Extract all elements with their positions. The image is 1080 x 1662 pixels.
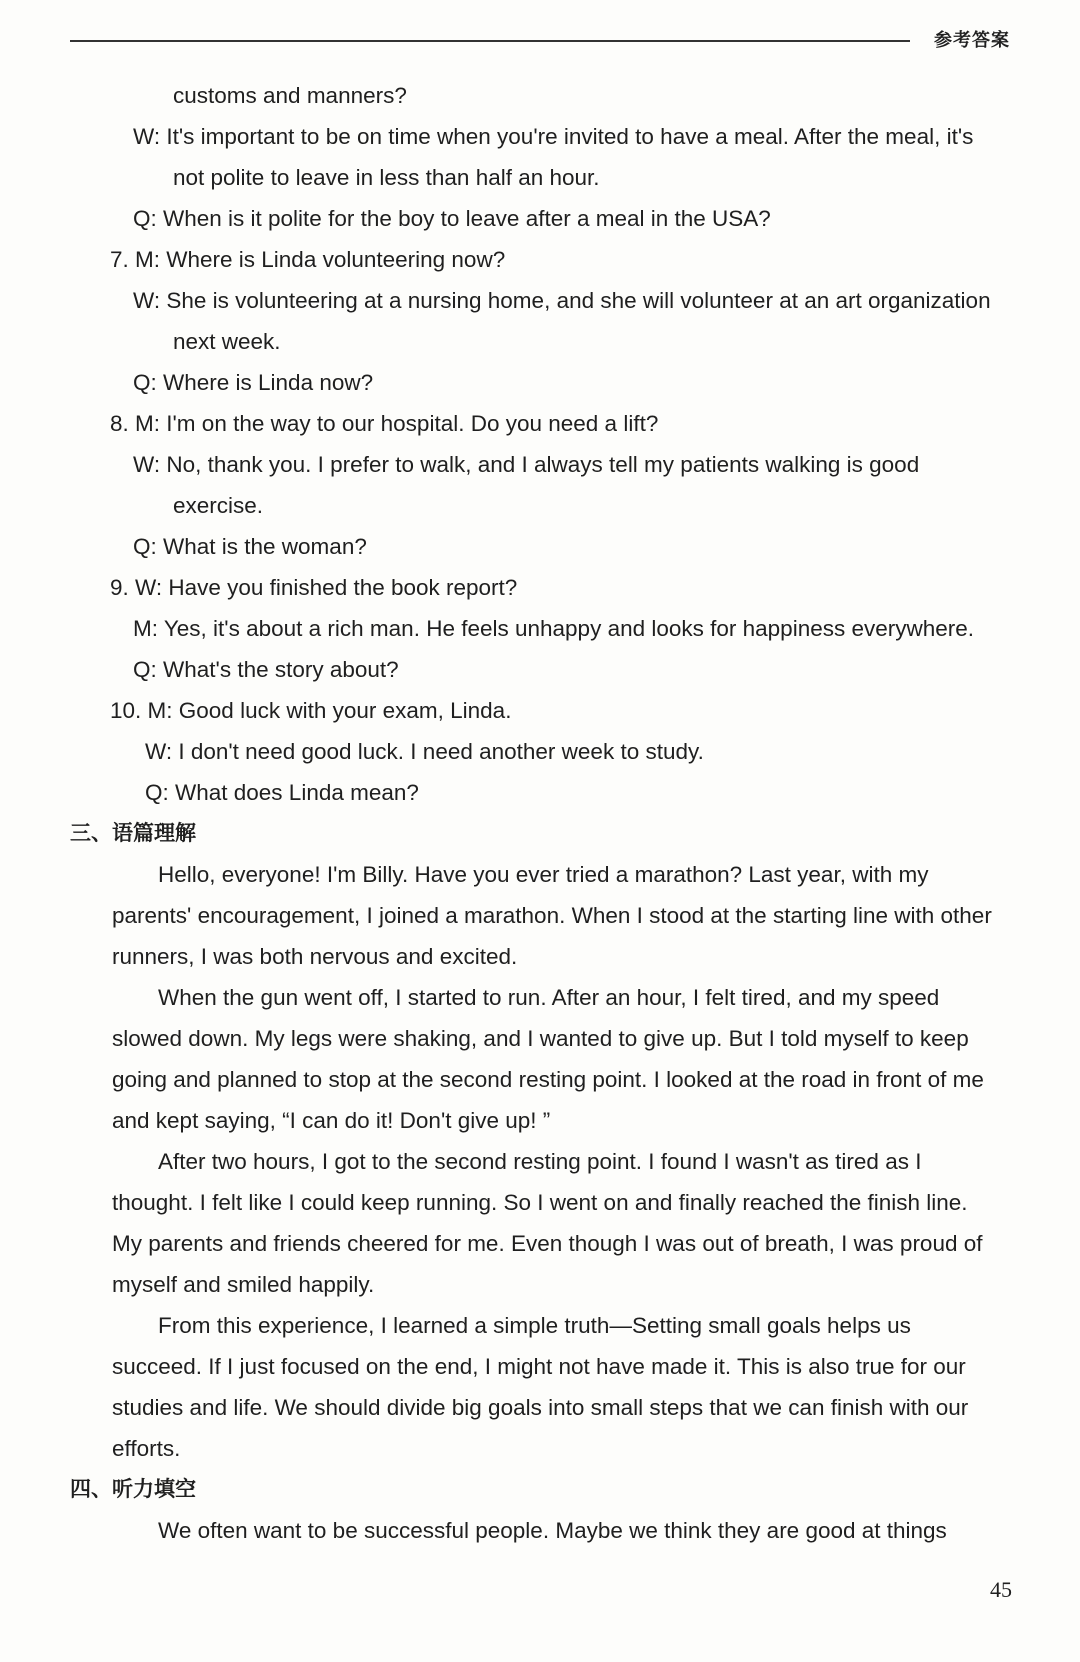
dialogue-line: 8. M: I'm on the way to our hospital. Do you need a lift? — [110, 411, 659, 436]
dialogue-line: 7. M: Where is Linda volunteering now? — [110, 247, 506, 272]
page-content — [0, 75, 1080, 1551]
paragraph-line: My parents and friends cheered for me. Even though I was out of breath, I was proud of — [112, 1231, 983, 1256]
dialogue-line: 10. M: Good luck with your exam, Linda. — [110, 698, 512, 723]
paragraph-line: Hello, everyone! I'm Billy. Have you ever tried a marathon? Last year, with my — [158, 862, 929, 887]
paragraph — [112, 854, 1012, 977]
paragraph-line: succeed. If I just focused on the end, I might not have made it. This is also true for our — [112, 1354, 966, 1379]
dialogue-line: W: No, thank you. I prefer to walk, and I always tell my patients walking is good — [133, 452, 920, 477]
paragraph — [112, 1510, 1012, 1551]
dialogue-line: W: She is volunteering at a nursing home, and she will volunteer at an art organization — [133, 288, 991, 313]
paragraph-line: When the gun went off, I started to run. After an hour, I felt tired, and my speed — [158, 985, 940, 1010]
header-title: 参考答案 — [934, 30, 1010, 51]
paragraph — [112, 977, 1012, 1141]
dialogue-line: next week. — [173, 329, 281, 354]
dialogue-line: customs and manners? — [173, 83, 407, 108]
dialogue-line: Q: Where is Linda now? — [133, 370, 374, 395]
dialogue-line: Q: What is the woman? — [133, 534, 367, 559]
paragraph-line: runners, I was both nervous and excited. — [112, 944, 518, 969]
dialogue-line: 9. W: Have you finished the book report? — [110, 575, 518, 600]
paragraph-line: and kept saying, “I can do it! Don't give up! ” — [112, 1108, 551, 1133]
page-number: 45 — [990, 1577, 1012, 1602]
paragraph-line: From this experience, I learned a simple truth—Setting small goals helps us — [158, 1313, 911, 1338]
paragraph-line: After two hours, I got to the second resting point. I found I wasn't as tired as I — [158, 1149, 922, 1174]
paragraph-line: parents' encouragement, I joined a marathon. When I stood at the starting line with other — [112, 903, 992, 928]
paragraph-line: We often want to be successful people. Maybe we think they are good at things — [158, 1518, 947, 1543]
dialogue-line: M: Yes, it's about a rich man. He feels unhappy and looks for happiness everywhere. — [133, 616, 975, 641]
paragraph — [112, 1305, 1012, 1469]
dialogue-line: not polite to leave in less than half an hour. — [173, 165, 600, 190]
dialogue-line: W: It's important to be on time when you're invited to have a meal. After the meal, it's — [133, 124, 974, 149]
paragraph-line: slowed down. My legs were shaking, and I wanted to give up. But I told myself to keep — [112, 1026, 969, 1051]
paragraph — [112, 1141, 1012, 1305]
dialogue-line: W: I don't need good luck. I need another week to study. — [145, 739, 704, 764]
paragraph-line: thought. I felt like I could keep running. So I went on and finally reached the finish line. — [112, 1190, 968, 1215]
paragraph-line: efforts. — [112, 1436, 181, 1461]
paragraph-line: going and planned to stop at the second resting point. I looked at the road in front of me — [112, 1067, 984, 1092]
header-rule — [70, 40, 910, 42]
section-heading-reading: 三、语篇理解 — [70, 821, 196, 845]
paragraph-line: studies and life. We should divide big goals into small steps that we can finish with our — [112, 1395, 969, 1420]
page-header — [70, 22, 1010, 52]
section-heading-listening: 四、听力填空 — [70, 1477, 196, 1501]
paragraph-line: myself and smiled happily. — [112, 1272, 375, 1297]
dialogue-line: Q: What's the story about? — [133, 657, 399, 682]
dialogue-line: Q: What does Linda mean? — [145, 780, 419, 805]
dialogue-line: Q: When is it polite for the boy to leave after a meal in the USA? — [133, 206, 771, 231]
dialogue-line: exercise. — [173, 493, 264, 518]
